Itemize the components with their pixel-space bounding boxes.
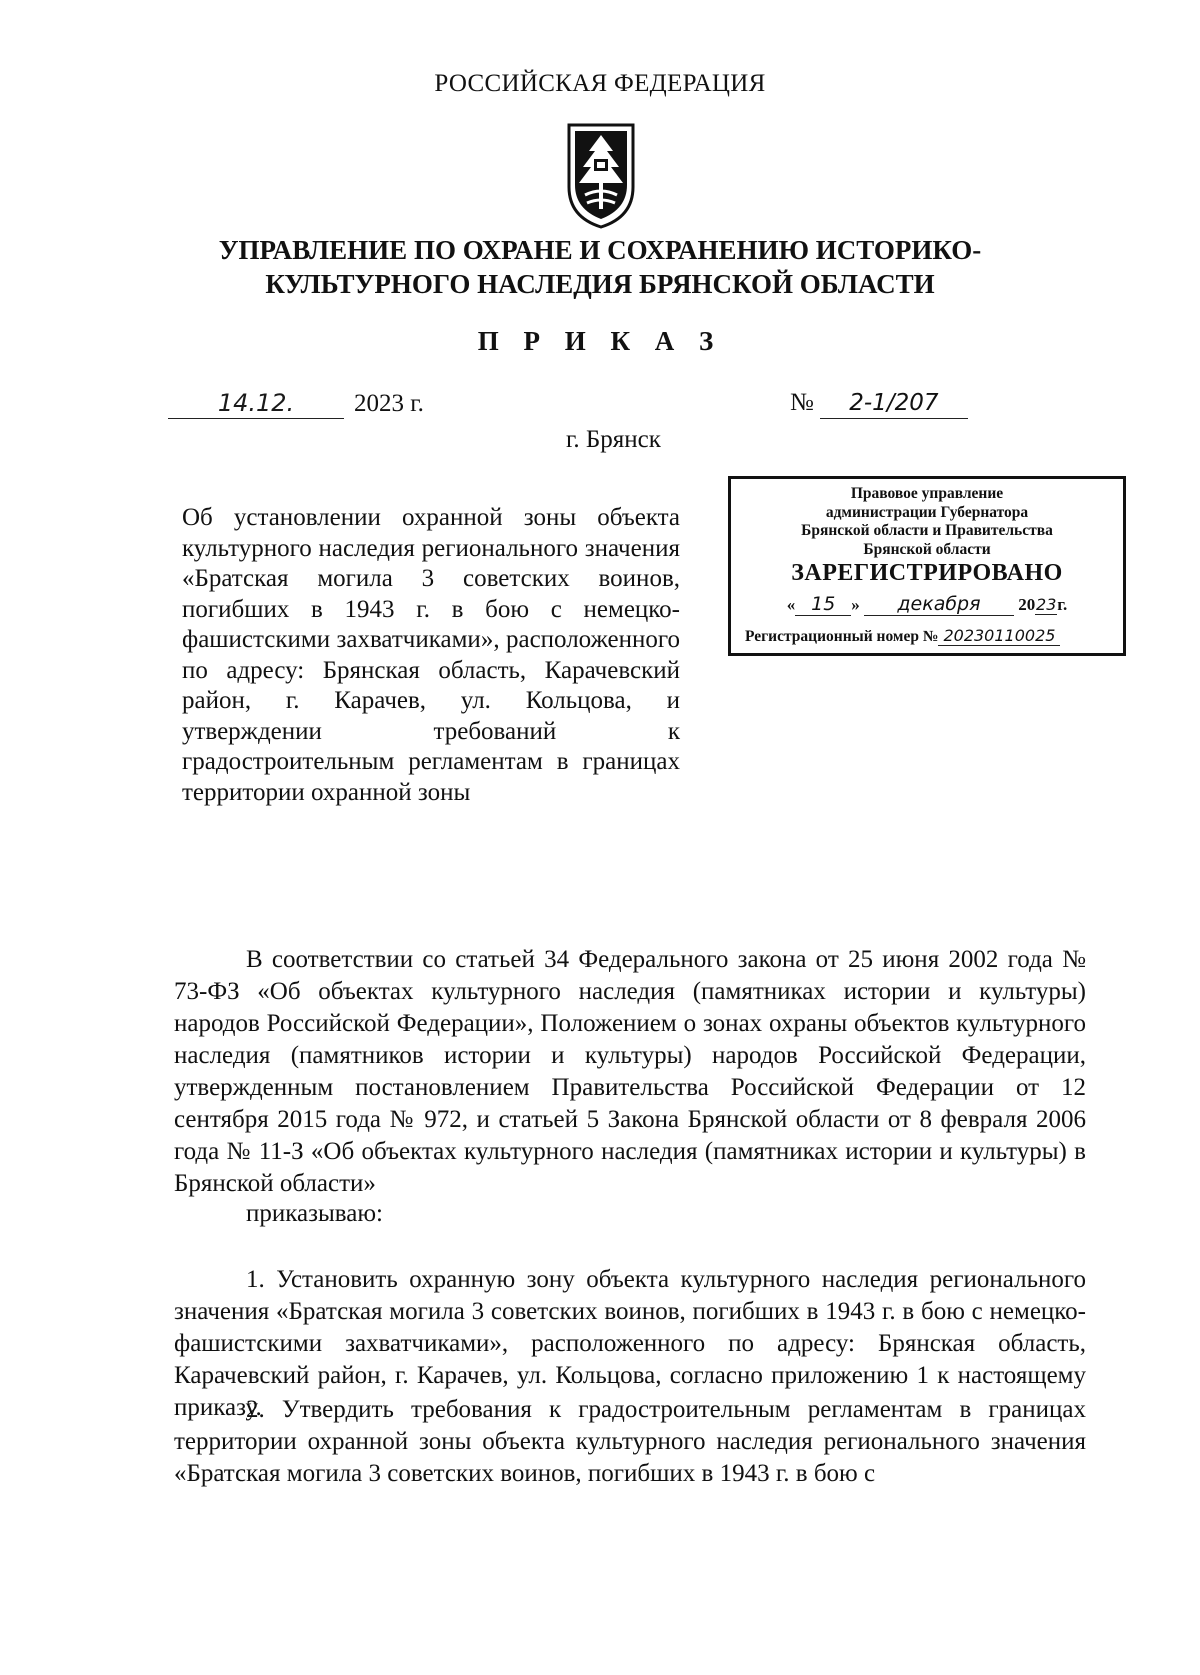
number-sign: № [790, 389, 814, 416]
reg-number-value: 20230110025 [938, 626, 1060, 646]
stamp-day: 15 [795, 593, 851, 616]
order-number [790, 388, 968, 419]
bryansk-coat-of-arms-icon [561, 121, 641, 231]
order-item-2: 2. Утвердить требования к градостроительным регламентам в границах территории охранной зоны объекта культурного наследия регионального значения «Братская могила 3 советских воинов, погибших в 1943 г. в бою с [174, 1396, 1086, 1487]
stamp-year-suffix: г. [1057, 595, 1068, 614]
document-type-title: П Р И К А З [477, 326, 723, 356]
organization-name-line1: УПРАВЛЕНИЕ ПО ОХРАНЕ И СОХРАНЕНИЮ ИСТОРИКО- [218, 235, 982, 265]
stamp-authority [731, 485, 1123, 559]
handwritten-number: 2-1/207 [820, 388, 968, 419]
order-word: приказываю: [246, 1200, 383, 1227]
reg-number-label: Регистрационный номер № [745, 628, 939, 645]
stamp-month: декабря [864, 593, 1014, 616]
order-date [168, 388, 424, 422]
stamp-date: « 15 » декабря 2023г. [786, 593, 1068, 615]
stamp-year: 23 [1036, 595, 1057, 614]
stamp-registered: ЗАРЕГИСТРИРОВАНО [791, 560, 1063, 586]
stamp-year-prefix: 20 [1018, 595, 1036, 614]
stamp-line: Брянской области [863, 540, 991, 558]
registration-stamp [728, 476, 1126, 656]
stamp-line: Брянской области и Правительства [801, 522, 1053, 539]
order-subject: Об установлении охранной зоны объекта культурного наследия регионального значения «Братская могила 3 советских воинов, погибших в 1943 г. в бою с немецко-фашистскими захватчиками», расположенного по адресу: Брянская область, Карачевский район, г. Карачев, ул. Кольцова, и утверждении требований к градостроительным регламентам в границах территории охранной зоны [182, 504, 680, 806]
stamp-registration-number [731, 626, 1123, 646]
stamp-line: администрации Губернатора [825, 503, 1029, 521]
stamp-line: Правовое управление [850, 485, 1004, 502]
country-heading: РОССИЙСКАЯ ФЕДЕРАЦИЯ [434, 70, 766, 97]
city-name: г. Брянск [566, 426, 661, 453]
organization-name [0, 233, 1200, 301]
order-year: 2023 г. [354, 390, 424, 417]
order-item-1: 1. Установить охранную зону объекта культурного наследия регионального значения «Братская могила 3 советских воинов, погибших в 1943 г. в бою с немецко-фашистскими захватчиками», расположенного по адресу: Брянская область, Карачевский район, г. Карачев, ул. Кольцова, согласно приложению 1 к настоящему приказу. [174, 1266, 1086, 1421]
handwritten-date: 14.12. [168, 388, 344, 419]
preamble-paragraph: В соответствии со статьей 34 Федерального закона от 25 июня 2002 года № 73-ФЗ «Об объектах культурного наследия (памятниках истории и культуры) народов Российской Федерации», Положением о зонах охраны объектов культурного наследия (памятников истории и культуры) народов Российской Федерации, утвержденным постановлением Правительства Российской Федерации от 12 сентября 2015 года № 972, и статьей 5 Закона Брянской области от 8 февраля 2006 года № 11-З «Об объектах культурного наследия (памятниках истории и культуры) в Брянской области» [174, 946, 1086, 1197]
organization-name-line2: КУЛЬТУРНОГО НАСЛЕДИЯ БРЯНСКОЙ ОБЛАСТИ [265, 269, 935, 299]
